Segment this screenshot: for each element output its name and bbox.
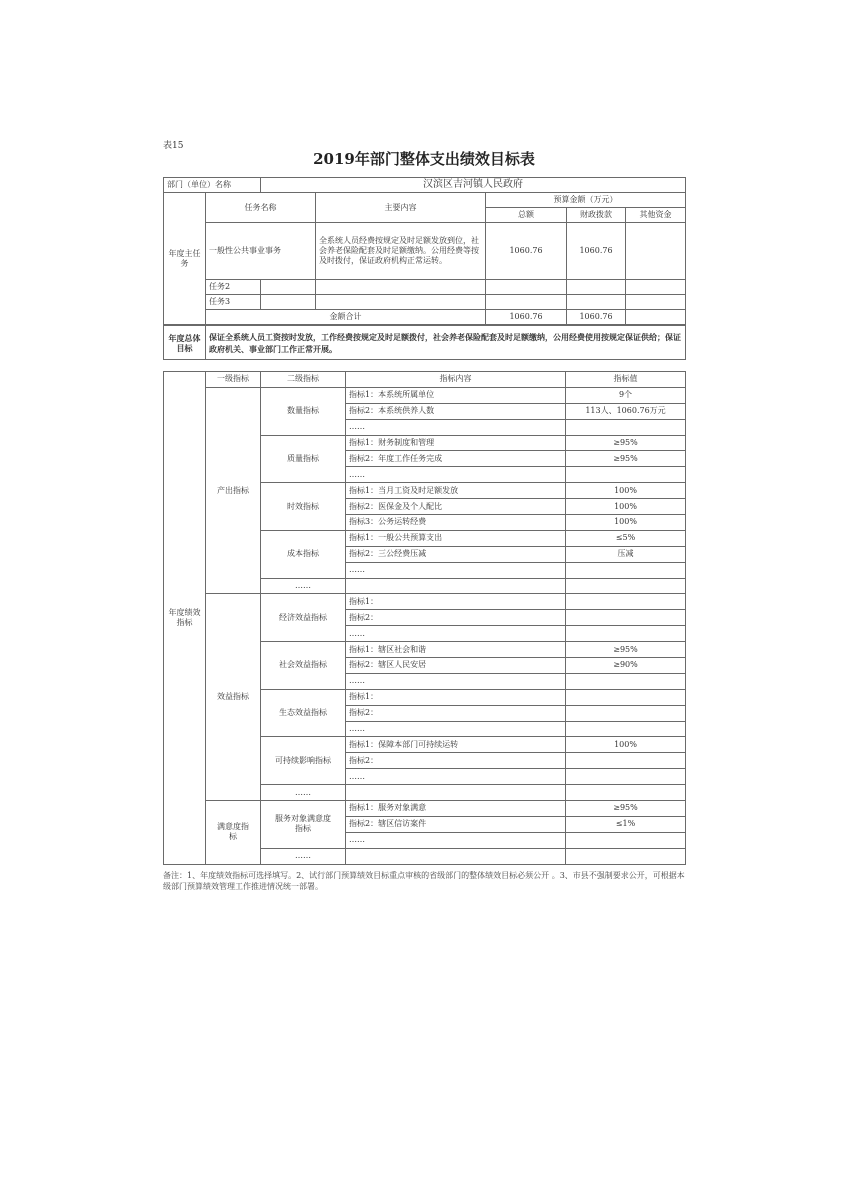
indicator-content: 指标2： [346, 610, 566, 626]
other-funds-header: 其他资金 [626, 208, 686, 223]
indicator-content: 指标1：本系统所属单位 [346, 387, 566, 403]
indicator-content: 指标1： [346, 689, 566, 705]
output-indicator-label: 产出指标 [206, 387, 261, 594]
task-content-cell: 全系统人员经费按规定及时足额发放到位，社会养老保险配套及时足额缴纳。公用经费等按及时拨付，保证政府机构正常运转。 [316, 223, 486, 280]
indicator-value: 100% [566, 737, 686, 753]
indicator-content: …… [346, 467, 566, 483]
indicator-value [566, 769, 686, 785]
task-content-cell [316, 295, 486, 310]
indicator-content: …… [346, 769, 566, 785]
indicator-content: 指标2： [346, 705, 566, 721]
performance-indicator-label: 年度绩效指标 [164, 372, 206, 865]
indicator-value: 100% [566, 515, 686, 531]
indicator-content: 指标1：服务对象满意 [346, 801, 566, 817]
level2-header: 二级指标 [261, 372, 346, 388]
indicator-content: 指标1：保障本部门可持续运转 [346, 737, 566, 753]
indicator-value [566, 419, 686, 435]
total-header: 总额 [486, 208, 567, 223]
table-number: 表15 [163, 141, 184, 151]
sustainable-indicator-label: 可持续影响指标 [261, 737, 346, 785]
indicator-value [566, 673, 686, 689]
page-title: 2019年部门整体支出绩效目标表 [313, 150, 535, 168]
task-total-cell [486, 280, 567, 295]
indicator-value: ≥95% [566, 642, 686, 658]
task-fiscal-cell [567, 295, 626, 310]
indicator-content: …… [346, 419, 566, 435]
indicator-content: 指标2： [346, 753, 566, 769]
indicator-value: ≥95% [566, 801, 686, 817]
task-name-header: 任务名称 [206, 193, 316, 223]
satisfaction-indicator-label: 满意度指标 [206, 801, 261, 865]
task-name-cell: 一般性公共事业事务 [206, 223, 316, 280]
indicator-content: 指标2：辖区信访案件 [346, 816, 566, 832]
ecological-indicator-label: 生态效益指标 [261, 689, 346, 737]
indicator-value: 9个 [566, 387, 686, 403]
indicator-value [566, 594, 686, 610]
indicator-content: 指标1： [346, 594, 566, 610]
indicator-value: ≥95% [566, 451, 686, 467]
level1-header: 一级指标 [206, 372, 261, 388]
benefit-indicator-label: 效益指标 [206, 594, 261, 801]
indicator-content: 指标1：辖区社会和谐 [346, 642, 566, 658]
service-satisfaction-label: 服务对象满意度指标 [261, 801, 346, 849]
indicator-value: ≥95% [566, 435, 686, 451]
satisfaction-ellipsis: …… [261, 848, 346, 864]
indicator-content-header: 指标内容 [346, 372, 566, 388]
indicator-value [566, 467, 686, 483]
overall-goal-table [163, 325, 686, 360]
indicator-content: 指标2：辖区人民安居 [346, 658, 566, 674]
task-fiscal-cell [567, 280, 626, 295]
indicator-value [566, 562, 686, 578]
task-name-cell: 任务3 [206, 295, 261, 310]
indicator-content: …… [346, 832, 566, 848]
footnote: 备注：1、年度绩效指标可选择填写。2、试行部门预算绩效目标重点审核的省级部门的整体绩效目标必须公开 。3、市县不强制要求公开，可根据本级部门预算绩效管理工作推进情况统一部署。 [163, 871, 685, 892]
indicator-value: 100% [566, 499, 686, 515]
indicator-content: 指标1：当月工资及时足额发放 [346, 483, 566, 499]
indicator-value: 100% [566, 483, 686, 499]
economic-indicator-label: 经济效益指标 [261, 594, 346, 642]
timeliness-indicator-label: 时效指标 [261, 483, 346, 531]
quality-indicator-label: 质量指标 [261, 435, 346, 483]
indicator-content: 指标2：医保金及个人配比 [346, 499, 566, 515]
task-other-cell [626, 223, 686, 280]
quantity-indicator-label: 数量指标 [261, 387, 346, 435]
indicator-content: 指标1：一般公共预算支出 [346, 530, 566, 546]
task-table [163, 177, 686, 325]
overall-goal-text: 保证全系统人员工资按时发放，工作经费按规定及时足额拨付，社会养老保险配套及时足额缴纳，公用经费使用按规定保证供给；保证政府机关、事业部门工作正常开展。 [206, 326, 686, 360]
indicator-content: …… [346, 562, 566, 578]
indicator-content: 指标3：公务运转经费 [346, 515, 566, 531]
indicator-value: 113人、1060.76万元 [566, 403, 686, 419]
output-ellipsis: …… [261, 578, 346, 594]
indicator-value [566, 689, 686, 705]
sum-fiscal: 1060.76 [567, 310, 626, 325]
task-name-cell: 任务2 [206, 280, 261, 295]
indicator-content: …… [346, 626, 566, 642]
indicator-content: …… [346, 673, 566, 689]
indicator-value: 压减 [566, 546, 686, 562]
benefit-ellipsis: …… [261, 785, 346, 801]
task-content-cell [316, 280, 486, 295]
social-indicator-label: 社会效益指标 [261, 642, 346, 690]
budget-header: 预算金额（万元） [486, 193, 686, 208]
task-total-cell: 1060.76 [486, 223, 567, 280]
sum-label: 金额合计 [206, 310, 486, 325]
indicator-value: ≥90% [566, 658, 686, 674]
indicator-content: …… [346, 721, 566, 737]
indicator-value: ≤5% [566, 530, 686, 546]
cost-indicator-label: 成本指标 [261, 530, 346, 578]
indicator-value [566, 832, 686, 848]
indicator-value-header: 指标值 [566, 372, 686, 388]
indicator-content: 指标2：年度工作任务完成 [346, 451, 566, 467]
sum-other [626, 310, 686, 325]
indicator-content: 指标1：财务制度和管理 [346, 435, 566, 451]
indicator-table [163, 371, 686, 865]
sum-total: 1060.76 [486, 310, 567, 325]
indicator-value [566, 610, 686, 626]
indicator-content: 指标2：三公经费压减 [346, 546, 566, 562]
task-other-cell [626, 280, 686, 295]
indicator-value [566, 626, 686, 642]
task-other-cell [626, 295, 686, 310]
indicator-value [566, 721, 686, 737]
department-name: 汉滨区吉河镇人民政府 [261, 178, 686, 193]
indicator-value [566, 753, 686, 769]
fiscal-header: 财政拨款 [567, 208, 626, 223]
indicator-value [566, 705, 686, 721]
annual-task-label: 年度主任务 [164, 193, 206, 325]
main-content-header: 主要内容 [316, 193, 486, 223]
department-label: 部门（单位）名称 [164, 178, 261, 193]
task-total-cell [486, 295, 567, 310]
indicator-value: ≤1% [566, 816, 686, 832]
indicator-content: 指标2：本系统供养人数 [346, 403, 566, 419]
overall-goal-label: 年度总体目标 [164, 326, 206, 360]
task-fiscal-cell: 1060.76 [567, 223, 626, 280]
